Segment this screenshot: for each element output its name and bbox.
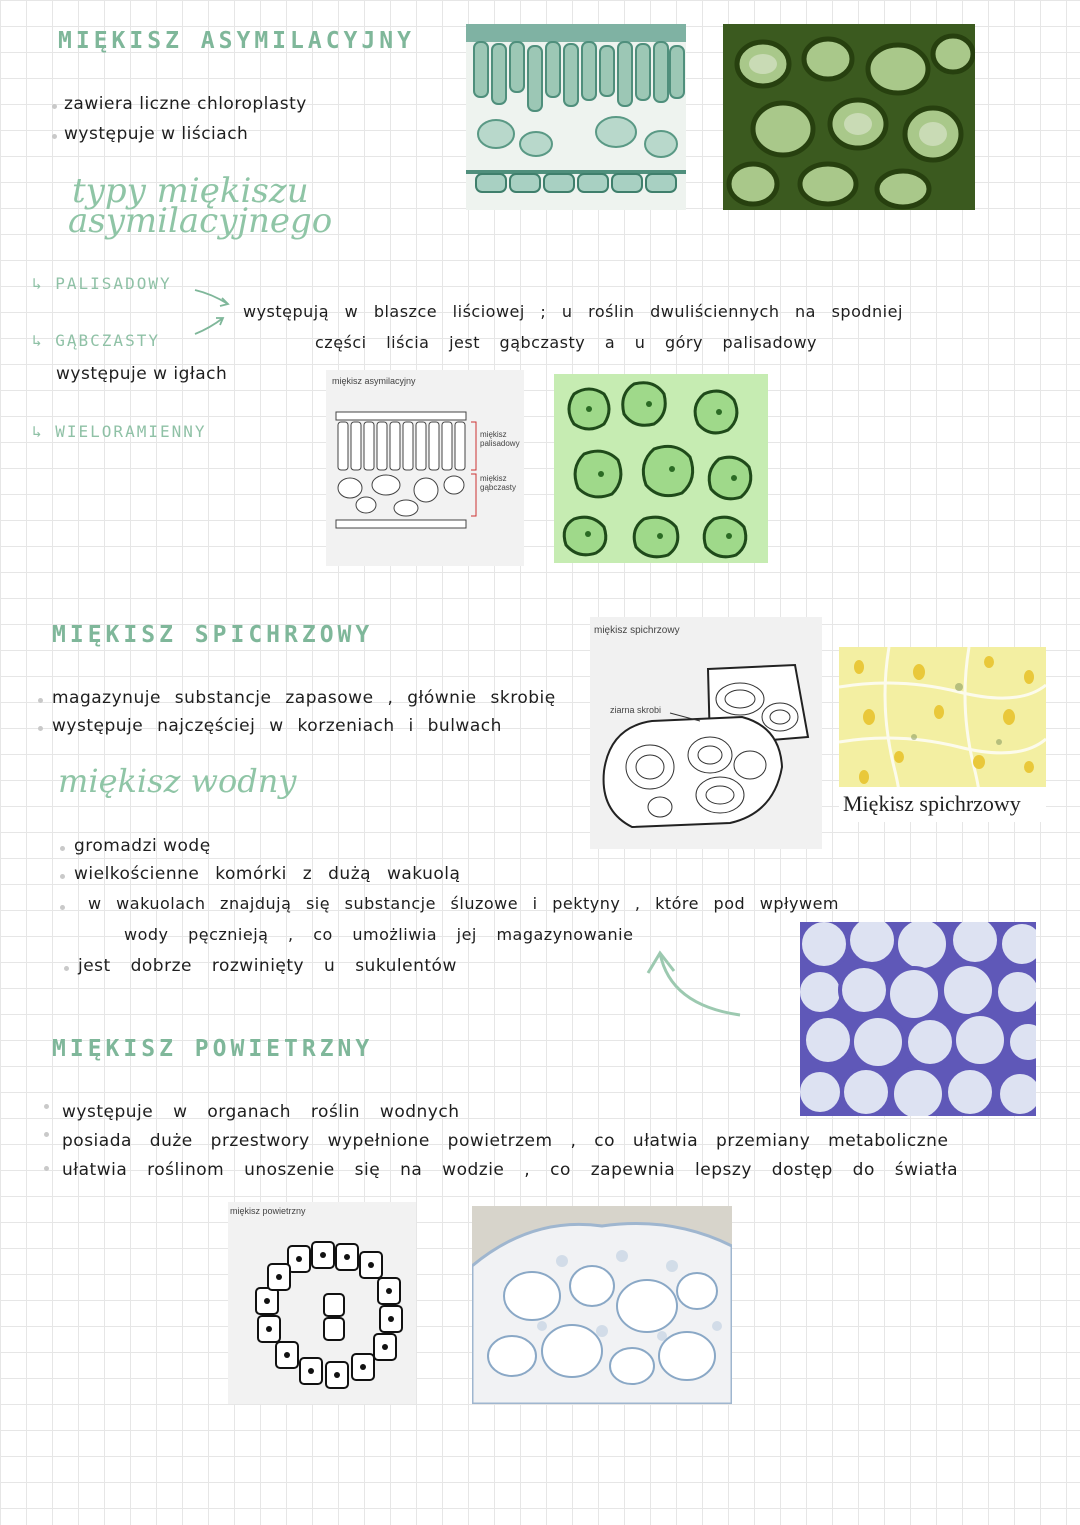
section-title-powietrzny: MIĘKISZ POWIETRZNY: [52, 1036, 374, 1062]
note-line: części liścia jest gąbczasty a u góry palisadowy: [315, 333, 818, 352]
label-line: palisadowy: [480, 439, 520, 448]
diagram-spichrzowy: [590, 617, 822, 849]
diagram-title: miękisz asymilacyjny: [332, 376, 416, 386]
diagram-powietrzny: [228, 1202, 416, 1404]
diagram-title: miękisz powietrzny: [230, 1206, 306, 1216]
note-line: występuje w igłach: [56, 364, 228, 384]
label-palisadowy: [480, 430, 520, 448]
type-palisadowy: ↳ PALISADOWY: [32, 274, 172, 293]
bullet: [44, 1166, 49, 1171]
label-line: gąbczasty: [480, 483, 517, 492]
note-line: jest dobrze rozwinięty u sukulentów: [78, 956, 457, 976]
label-ziarna-skrobi: ziarna skrobi: [610, 705, 662, 715]
bullet: [52, 104, 57, 109]
section-title-asymilacyjny: MIĘKISZ ASYMILACYJNY: [58, 28, 415, 54]
micrograph-palisade: [466, 24, 686, 210]
note-line: posiada duże przestwory wypełnione powietrzem , co ułatwia przemiany metaboliczne: [62, 1131, 949, 1151]
label-line: miękisz: [480, 430, 507, 439]
note-line: występuje w liściach: [64, 124, 249, 144]
note-line: zawiera liczne chloroplasty: [64, 94, 307, 114]
label-gabczasty: [480, 474, 516, 492]
arrow-icon: [630, 945, 760, 1025]
note-line: występuje najczęściej w korzeniach i bulwach: [52, 716, 502, 736]
photo-caption: Miękisz spichrzowy: [843, 791, 1021, 816]
bullet: [60, 846, 65, 851]
bullet: [64, 966, 69, 971]
bullet: [38, 698, 43, 703]
subheading-types: [68, 171, 333, 241]
subheading-line-2: asymilacyjnego: [68, 201, 333, 241]
bullet: [38, 726, 43, 731]
bullet: [52, 134, 57, 139]
section-title-spichrzowy: MIĘKISZ SPICHRZOWY: [52, 622, 374, 648]
type-wieloramienny: ↳ WIELORAMIENNY: [32, 422, 207, 441]
micrograph-wieloramienny: [554, 374, 768, 563]
note-line: ułatwia roślinom unoszenie się na wodzie , co zapewnia lepszy dostęp do światła: [62, 1160, 959, 1180]
micrograph-mesophyll: [723, 24, 975, 210]
micrograph-wodny: [800, 922, 1036, 1116]
micrograph-powietrzny: [472, 1206, 732, 1404]
note-line: wielkościenne komórki z dużą wakuolą: [74, 864, 461, 884]
micrograph-spichrzowy: [839, 647, 1046, 822]
arrow-icon: [190, 282, 240, 342]
note-line: wody pęcznieją , co umożliwia jej magazynowanie: [124, 925, 634, 944]
diagram-title: miękisz spichrzowy: [594, 625, 680, 636]
bullet: [44, 1132, 49, 1137]
note-line: występują w blaszce liściowej ; u roślin dwuliściennych na spodniej: [243, 302, 903, 321]
type-gabczasty: ↳ GĄBCZASTY: [32, 331, 160, 350]
subheading-line-1: typy miękiszu: [72, 171, 309, 211]
bullet: [60, 874, 65, 879]
note-line: występuje w organach roślin wodnych: [62, 1102, 460, 1122]
bullet: [60, 905, 65, 910]
note-line: w wakuolach znajdują się substancje śluzowe i pektyny , które pod wpływem: [88, 894, 840, 913]
diagram-asymilacyjny: [326, 370, 524, 566]
section-title-wodny: miękisz wodny: [58, 762, 297, 800]
note-line: gromadzi wodę: [74, 836, 211, 856]
label-line: miękisz: [480, 474, 507, 483]
bullet: [44, 1104, 49, 1109]
note-line: magazynuje substancje zapasowe , głównie skrobię: [52, 688, 556, 708]
